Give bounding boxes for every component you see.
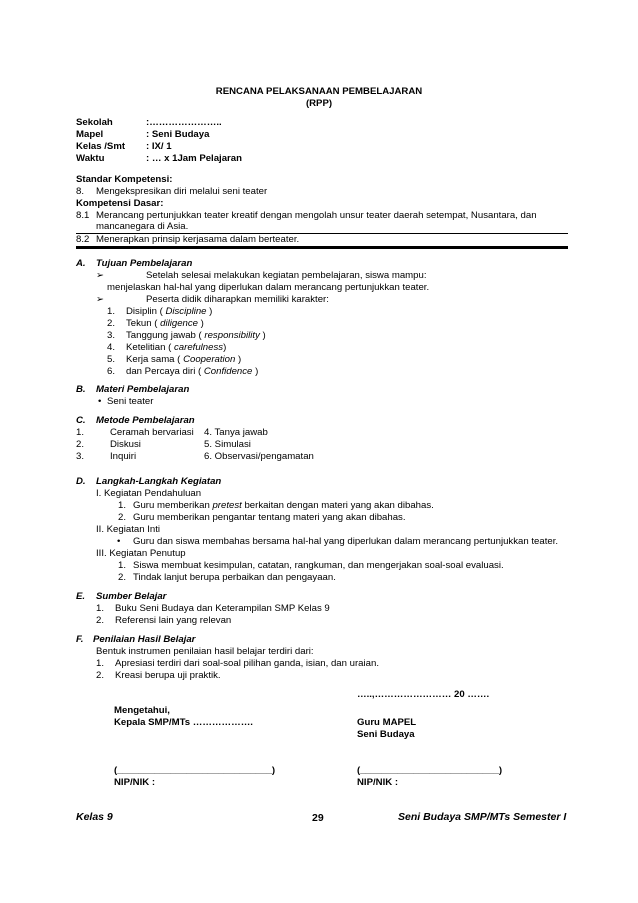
section-a-title: Tujuan Pembelajaran — [96, 258, 193, 269]
identity-value-mapel: : Seni Budaya — [146, 129, 210, 140]
kegiatan-pendahuluan: I. Kegiatan Pendahuluan — [96, 488, 202, 499]
section-b-item: Seni teater — [107, 396, 154, 407]
section-f-title: Penilaian Hasil Belajar — [93, 634, 196, 645]
trait-item: dan Percaya diri ( Confidence ) — [126, 366, 259, 377]
trait-number: 4. — [107, 342, 116, 353]
signature-left-nip: NIP/NIK : — [114, 777, 156, 788]
identity-label-sekolah: Sekolah — [76, 117, 113, 128]
method-right: 5. Simulasi — [204, 439, 251, 450]
step-number: 2. — [118, 512, 127, 523]
divider-thick — [76, 246, 568, 249]
section-a-bullet1-cont: menjelaskan hal-hal yang diperlukan dalam merancang pertunjukkan teater. — [107, 282, 430, 293]
identity-label-kelas: Kelas /Smt — [76, 141, 126, 152]
section-b-title: Materi Pembelajaran — [96, 384, 190, 395]
section-e-letter: E. — [76, 591, 86, 602]
method-left: Inquiri — [110, 451, 137, 462]
section-a-bullet1: Setelah selesai melakukan kegiatan pembelajaran, siswa mampu: — [146, 270, 427, 281]
trait-item: Ketelitian ( carefulness) — [126, 342, 227, 353]
assessment-text: Apresiasi terdiri dari soal-soal pilihan ganda, isian, dan uraian. — [115, 658, 379, 669]
trait-item: Tekun ( diligence ) — [126, 318, 204, 329]
assessment-number: 1. — [96, 658, 105, 669]
assessment-text: Kreasi berupa uji praktik. — [115, 670, 221, 681]
signature-right-nip: NIP/NIK : — [357, 777, 399, 788]
kompetensi-text: Menerapkan prinsip kerjasama dalam berteater. — [96, 234, 300, 245]
method-number: 1. — [76, 427, 85, 438]
signature-right-role: Guru MAPEL — [357, 717, 417, 728]
trait-number: 3. — [107, 330, 116, 341]
method-right: 4. Tanya jawab — [204, 427, 268, 438]
trait-item: Tanggung jawab ( responsibility ) — [126, 330, 266, 341]
standar-text: Mengekspresikan diri melalui seni teater — [96, 186, 268, 197]
bullet-dot-icon: • — [98, 396, 102, 407]
arrow-bullet-icon: ➢ — [96, 294, 105, 305]
section-d-title: Langkah-Langkah Kegiatan — [96, 476, 222, 487]
section-f-letter: F. — [76, 634, 84, 645]
trait-number: 1. — [107, 306, 116, 317]
identity-value-kelas: : IX/ 1 — [146, 141, 172, 152]
step-number: 1. — [118, 500, 127, 511]
footer-left: Kelas 9 — [76, 811, 113, 823]
kompetensi-number: 8.1 — [76, 210, 90, 221]
step-text: Guru dan siswa membahas bersama hal-hal yang diperlukan dalam merancang pertunjukkan teater. — [133, 536, 559, 547]
assessment-number: 2. — [96, 670, 105, 681]
section-f-intro: Bentuk instrumen penilaian hasil belajar terdiri dari: — [96, 646, 314, 657]
step-number: 2. — [118, 572, 127, 583]
step-text: Guru memberikan pengantar tentang materi yang akan dibahas. — [133, 512, 406, 523]
signature-left-blank: (_____________________________) — [114, 765, 276, 776]
document-subtitle: (RPP) — [305, 98, 333, 109]
method-number: 2. — [76, 439, 85, 450]
section-a-bullet2: Peserta didik diharapkan memiliki karakter: — [146, 294, 329, 305]
trait-number: 5. — [107, 354, 116, 365]
section-e-title: Sumber Belajar — [96, 591, 167, 602]
signature-left-role: Kepala SMP/MTs ………………. — [114, 717, 253, 728]
trait-item: Disiplin ( Discipline ) — [126, 306, 213, 317]
trait-number: 6. — [107, 366, 116, 377]
source-text: Buku Seni Budaya dan Keterampilan SMP Kelas 9 — [115, 603, 330, 614]
section-b-letter: B. — [76, 384, 86, 395]
method-left: Ceramah bervariasi — [110, 427, 194, 438]
method-right: 6. Observasi/pengamatan — [204, 451, 314, 462]
kegiatan-inti: II. Kegiatan Inti — [96, 524, 160, 535]
identity-label-mapel: Mapel — [76, 129, 104, 140]
trait-item: Kerja sama ( Cooperation ) — [126, 354, 242, 365]
standar-heading: Standar Kompetensi: — [76, 174, 173, 185]
identity-value-sekolah: :………………….. — [146, 117, 222, 128]
identity-value-waktu: : … x 1Jam Pelajaran — [146, 153, 242, 164]
arrow-bullet-icon: ➢ — [96, 270, 105, 281]
kompetensi-heading: Kompetensi Dasar: — [76, 198, 164, 209]
step-text: Guru memberikan pretest berkaitan dengan materi yang akan dibahas. — [133, 500, 434, 511]
kompetensi-text: Merancang pertunjukkan teater kreatif dengan mengolah unsur teater daerah setempat, Nusantara, dan — [96, 210, 537, 221]
document-title: RENCANA PELAKSANAAN PEMBELAJARAN — [215, 86, 423, 97]
source-text: Referensi lain yang relevan — [115, 615, 232, 626]
footer-page-number: 29 — [312, 812, 324, 824]
kegiatan-penutup: III. Kegiatan Penutup — [96, 548, 186, 559]
source-number: 1. — [96, 603, 105, 614]
identity-label-waktu: Waktu — [76, 153, 105, 164]
footer-right: Seni Budaya SMP/MTs Semester I — [398, 811, 567, 823]
signature-left-title: Mengetahui, — [114, 705, 170, 716]
signature-right-blank: (__________________________) — [357, 765, 503, 776]
source-number: 2. — [96, 615, 105, 626]
kompetensi-text-cont: mancanegara di Asia. — [96, 221, 189, 232]
signature-right-subject: Seni Budaya — [357, 729, 415, 740]
kompetensi-number: 8.2 — [76, 234, 90, 245]
method-left: Diskusi — [110, 439, 141, 450]
standar-number: 8. — [76, 186, 85, 197]
method-number: 3. — [76, 451, 85, 462]
place-date: …..,…………………… 20 ……. — [357, 689, 490, 700]
section-d-letter: D. — [76, 476, 86, 487]
section-a-letter: A. — [76, 258, 86, 269]
bullet-dot-icon: • — [117, 536, 121, 547]
section-c-title: Metode Pembelajaran — [96, 415, 195, 426]
step-text: Tindak lanjut berupa perbaikan dan pengayaan. — [133, 572, 336, 583]
trait-number: 2. — [107, 318, 116, 329]
step-number: 1. — [118, 560, 127, 571]
section-c-letter: C. — [76, 415, 86, 426]
step-text: Siswa membuat kesimpulan, catatan, rangkuman, dan mengerjakan soal-soal evaluasi. — [133, 560, 504, 571]
